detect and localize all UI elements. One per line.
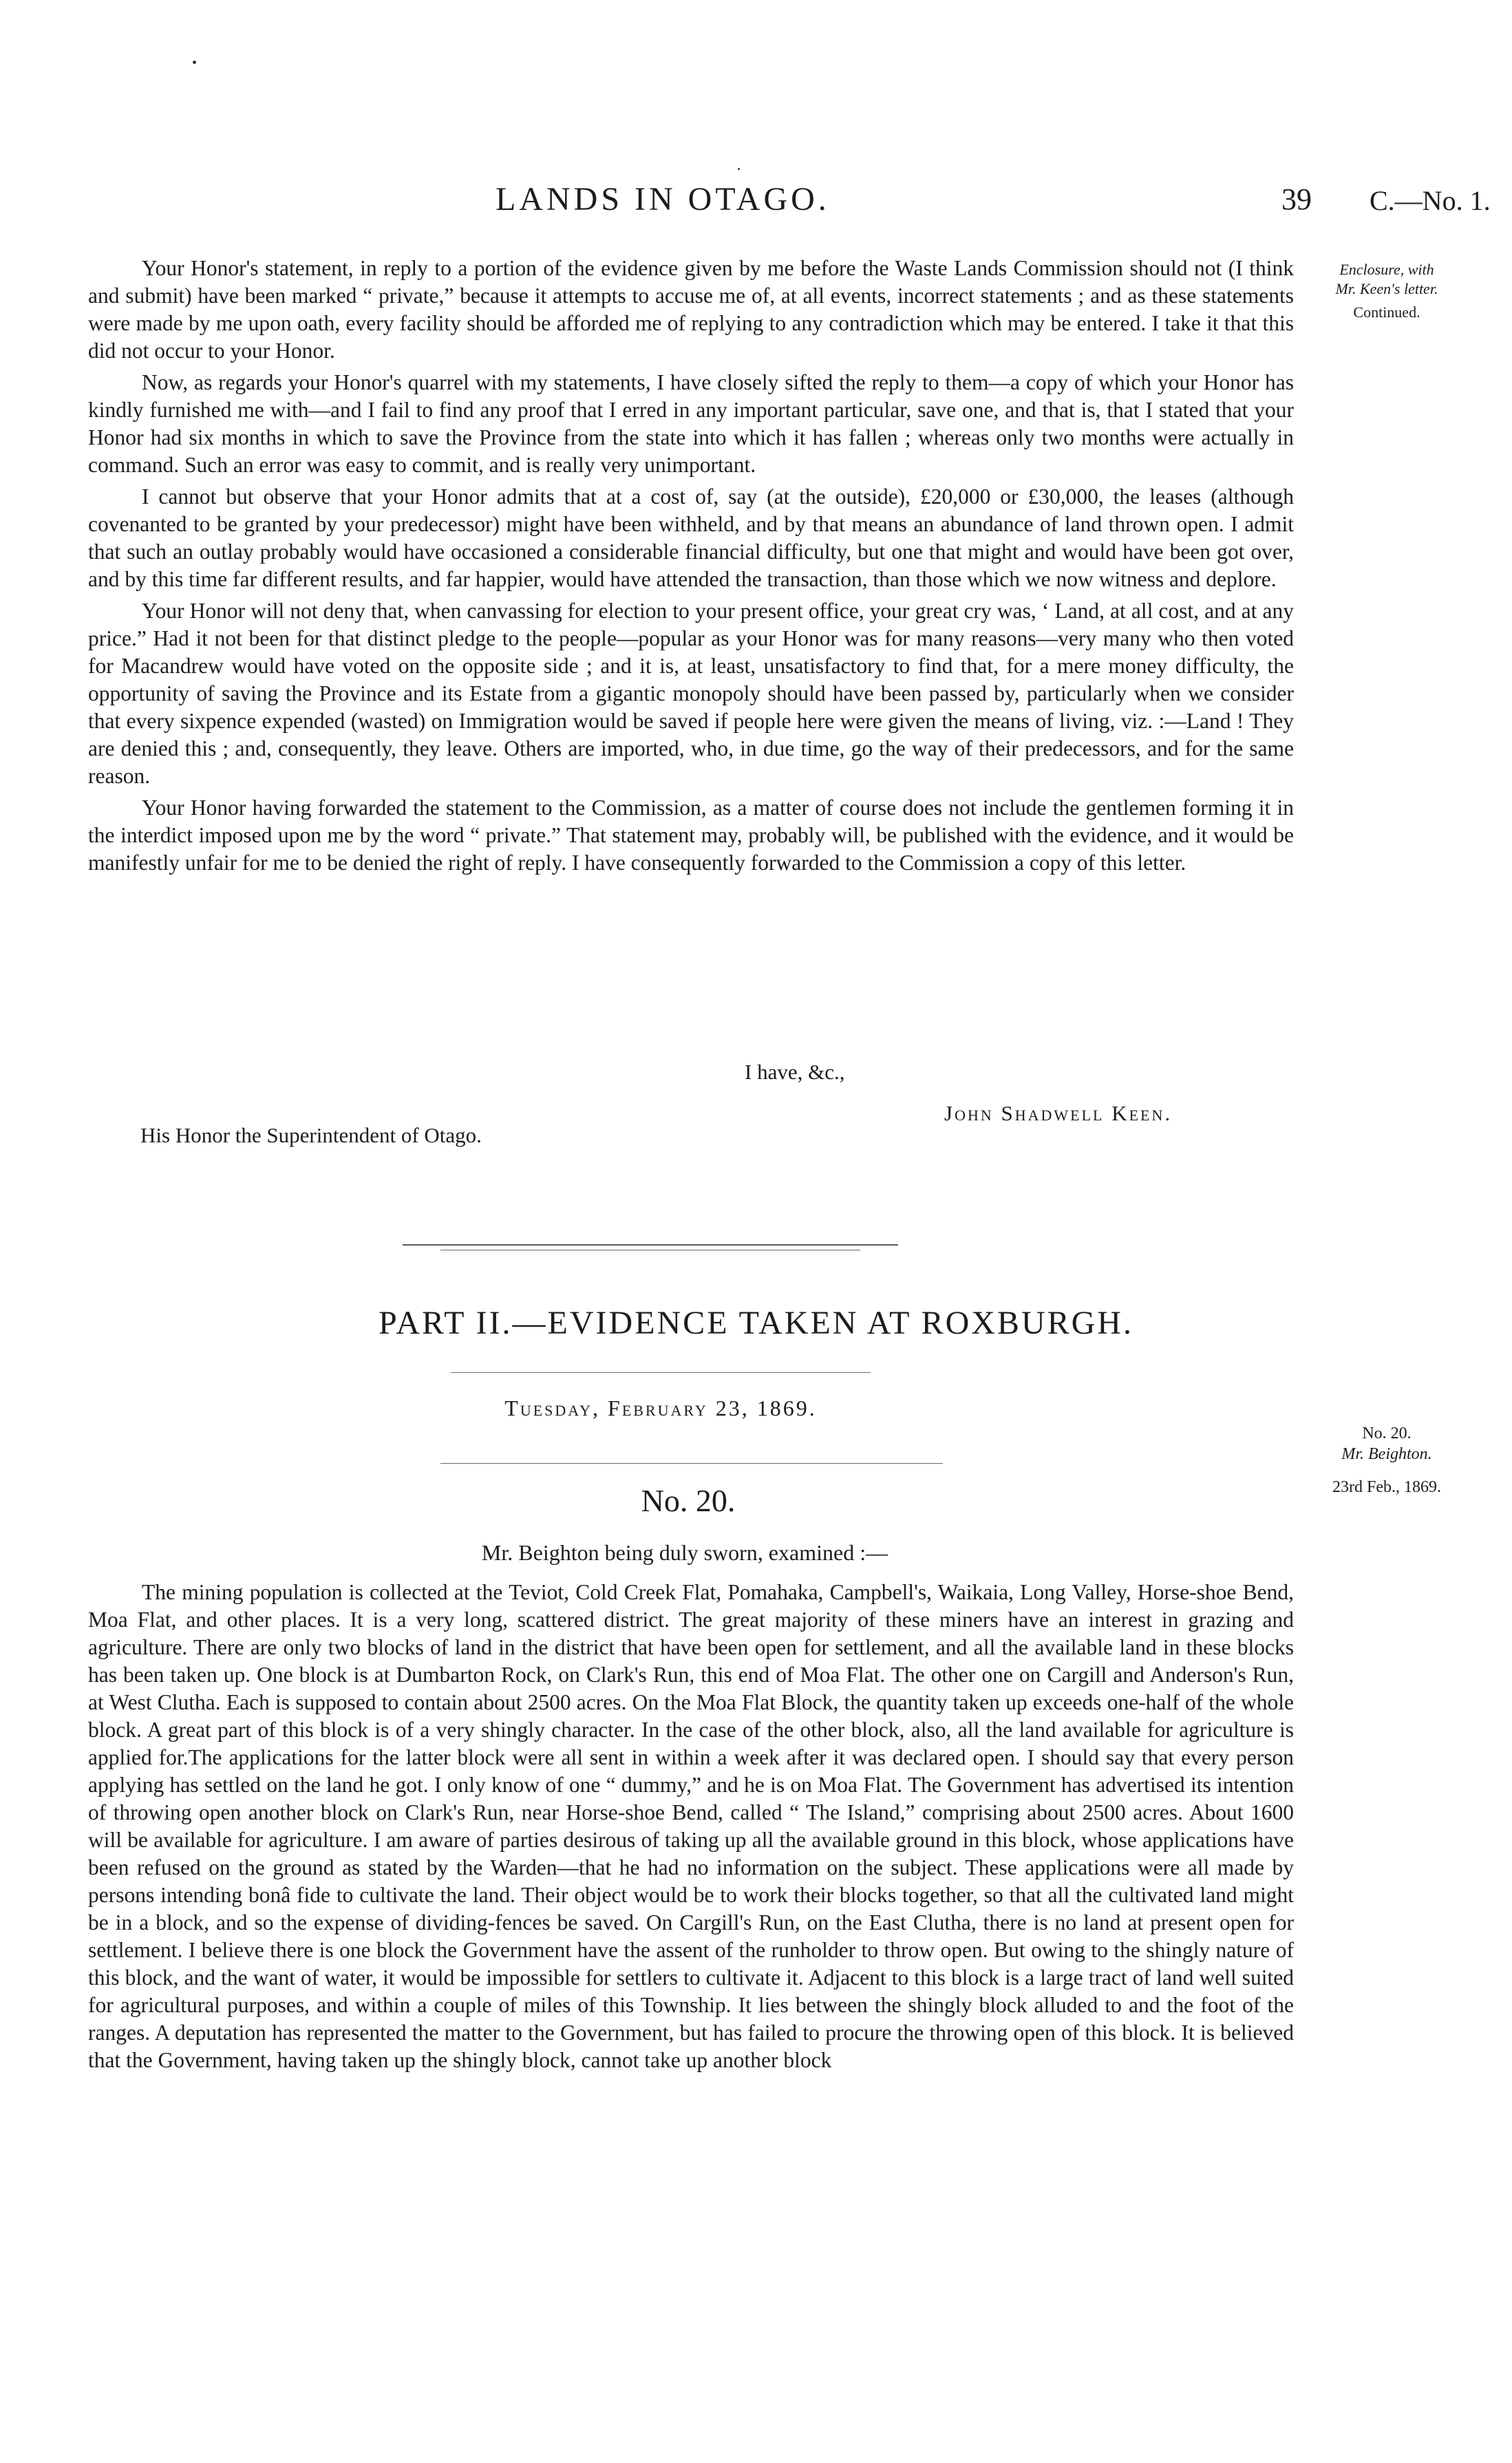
margin-note-line: Continued. <box>1353 303 1420 321</box>
section-divider <box>403 1244 898 1246</box>
margin-note-line: Enclosure, with <box>1339 261 1434 278</box>
margin-note-enclosure <box>1301 260 1473 322</box>
print-speck <box>193 61 196 64</box>
heading-rule <box>451 1372 871 1373</box>
margin-note-line: Mr. Beighton. <box>1341 1445 1432 1463</box>
letter-paragraph: Your Honor having forwarded the statement to the Commission, as a matter of course does not include the gentlemen forming it in the interdict imposed upon me by the word “ private.” That statement may, probably will, be published with the evidence, and it would be manifestly unfair for me to be denied the right of reply. I have consequently forwarded to the Commission a copy of this letter. <box>88 796 1294 875</box>
letter-body <box>88 255 1294 881</box>
sitting-date: Tuesday, February 23, 1869. <box>504 1396 817 1420</box>
evidence-body <box>88 1579 1294 2078</box>
print-speck <box>738 168 740 170</box>
witness-number: No. 20. <box>641 1483 736 1518</box>
part-heading: PART II.—EVIDENCE TAKEN AT ROXBURGH. <box>379 1305 1133 1341</box>
letter-signature: John Shadwell Keen. <box>944 1101 1173 1125</box>
letter-paragraph: Your Honor's statement, in reply to a portion of the evidence given by me before the Waste Lands Commission should not (I think and submit) have been marked “ private,” because it attempts to accuse me of, at all events, incorrect statements ; and as these statements were made by me upon oath, every facility should be afforded me of replying to any contradiction which may be entered. I take it that this did not occur to your Honor. <box>88 256 1294 363</box>
page-number: 39 <box>1281 182 1312 216</box>
letter-paragraph: Your Honor will not deny that, when canvassing for election to your present office, your great cry was, ‘ Land, at all cost, and at any price.” Had it not been for that distinct pledge to the people—popular as your Honor was for many reasons—very many who then voted for Macandrew would have voted on the opposite side ; and it is, at least, unsatisfactory to find that, for a mere money difficulty, the opportunity of saving the Province and its Estate from a gigantic monopoly should have been passed by, particularly when we consider that every sixpence expended (wasted) on Immigration would be saved if people here were given the means of living, viz. :—Land ! They are denied this ; and, consequently, they leave. Others are imported, who, in due time, go the way of their predecessors, and for the same reason. <box>88 599 1294 788</box>
running-title: LANDS IN OTAGO. <box>496 181 830 217</box>
running-header <box>0 180 1512 222</box>
letter-addressee: His Honor the Superintendent of Otago. <box>140 1123 482 1147</box>
letter-paragraph: I cannot but observe that your Honor admits that at a cost of, say (at the outside), £20,000 or £30,000, the leases (although covenanted to be granted by your predecessor) might have been withheld, and by that means an abundance of land thrown open. I admit that such an outlay probably would have occasioned a considerable financial difficulty, but one that might and would have been got over, and by this time far different results, and far happier, would have attended the transaction, than those which we now witness and deplore. <box>88 484 1294 591</box>
letter-closing: I have, &c., <box>745 1060 845 1084</box>
margin-note-line: 23rd Feb., 1869. <box>1332 1478 1441 1496</box>
document-reference: C.—No. 1. <box>1370 185 1491 216</box>
sworn-line: Mr. Beighton being duly sworn, examined :— <box>481 1540 888 1565</box>
evidence-paragraph: The mining population is collected at the Teviot, Cold Creek Flat, Pomahaka, Campbell's, Waikaia, Long Valley, Horse-shoe Bend, Moa Flat, and other places. It is a very long, scattered district. The great majority of these miners have an interest in grazing and agriculture. There are only two blocks of land in the district that have been open for settlement, and all the available land in these blocks has been taken up. One block is at Dumbarton Rock, on Clark's Run, this end of Moa Flat. The other one on Cargill and Anderson's Run, at West Clutha. Each is supposed to contain about 2500 acres. On the Moa Flat Block, the quantity taken up exceeds one-half of the whole block. A great part of this block is of a very shingly character. In the case of the other block, also, all the land available for agriculture is applied for.The applications for the latter block were all sent in within a week after it was declared open. I should say that every person applying has settled on the land he got. I only know of one “ dummy,” and he is on Moa Flat. The Government has advertised its intention of throwing open another block on Clark's Run, near Horse-shoe Bend, called “ The Island,” comprising about 2500 acres. About 1600 will be available for agriculture. I am aware of parties desirous of taking up all the available ground in this block, whose applications have been refused on the ground as stated by the Warden—that he had no information on the subject. These applications were all made by persons intending bonâ fide to cultivate the land. Their object would be to work their blocks together, so that all the cultivated land might be in a block, and so the expense of dividing-fences be saved. On Cargill's Run, on the East Clutha, there is no land at present open for settlement. I believe there is one block the Government have the assent of the runholder to throw open. But owing to the shingly nature of this block, and the want of water, it would be impossible for settlers to cultivate it. Adjacent to this block is a large tract of land well suited for agricultural purposes, and within a couple of miles of this Township. It lies between the shingly block alluded to and the foot of the ranges. A deputation has represented the matter to the Government, but has failed to procure the throwing open of this block. It is believed that the Government, having taken up the shingly block, cannot take up another block <box>88 1580 1294 2072</box>
letter-paragraph: Now, as regards your Honor's quarrel with my statements, I have closely sifted the reply to them—a copy of which your Honor has kindly furnished me with—and I fail to find any proof that I erred in any important particular, save one, and that is, that I stated that your Honor had six months in which to save the Province from the state into which it has fallen ; whereas only two months were actually in command. Such an error was easy to commit, and is really very unimportant. <box>88 370 1294 477</box>
margin-note-line: Mr. Keen's letter. <box>1335 280 1438 297</box>
date-rule <box>440 1463 943 1464</box>
margin-note-line: No. 20. <box>1362 1425 1412 1442</box>
